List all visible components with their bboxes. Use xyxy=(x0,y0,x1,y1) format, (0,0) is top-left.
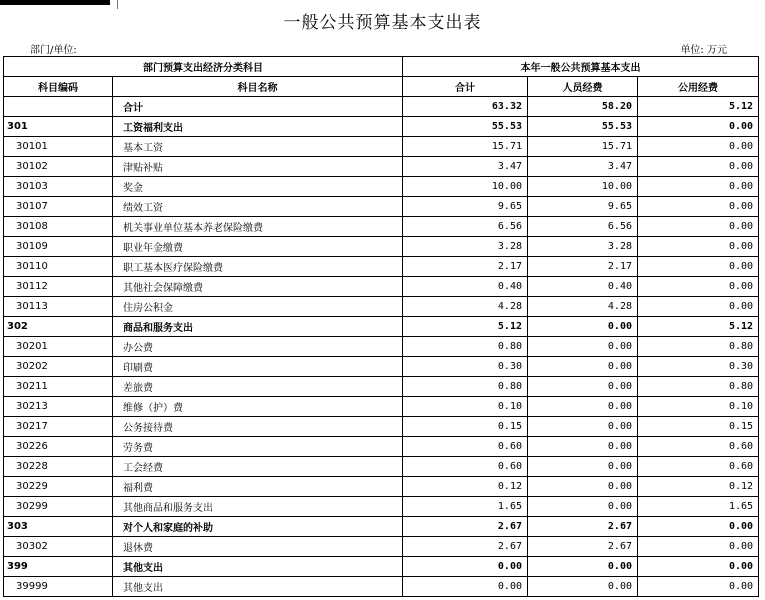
total-public: 5.12 xyxy=(638,97,759,117)
row-code: 30228 xyxy=(4,457,113,477)
table-row xyxy=(4,417,759,437)
row-public: 0.80 xyxy=(638,337,759,357)
table-row xyxy=(4,237,759,257)
row-code: 30226 xyxy=(4,437,113,457)
row-total: 1.65 xyxy=(403,497,528,517)
row-total: 0.30 xyxy=(403,357,528,377)
row-code: 30299 xyxy=(4,497,113,517)
row-name: 福利费 xyxy=(113,477,403,497)
row-personnel: 3.47 xyxy=(528,157,638,177)
table-row xyxy=(4,537,759,557)
table-row xyxy=(4,577,759,597)
row-total: 0.60 xyxy=(403,457,528,477)
row-total: 3.28 xyxy=(403,237,528,257)
category-row xyxy=(4,517,759,537)
row-total: 2.67 xyxy=(403,537,528,557)
row-name: 机关事业单位基本养老保险缴费 xyxy=(113,217,403,237)
row-name: 差旅费 xyxy=(113,377,403,397)
table-row xyxy=(4,217,759,237)
header-basic-expenditure: 本年一般公共预算基本支出 xyxy=(403,57,759,77)
table-row xyxy=(4,157,759,177)
row-public: 0.80 xyxy=(638,377,759,397)
row-name: 奖金 xyxy=(113,177,403,197)
row-total: 5.12 xyxy=(403,317,528,337)
row-code: 30202 xyxy=(4,357,113,377)
row-code: 30112 xyxy=(4,277,113,297)
row-name: 办公费 xyxy=(113,337,403,357)
row-public: 0.00 xyxy=(638,137,759,157)
row-code: 302 xyxy=(4,317,113,337)
row-personnel: 0.00 xyxy=(528,497,638,517)
row-total: 0.60 xyxy=(403,437,528,457)
row-personnel: 55.53 xyxy=(528,117,638,137)
row-public: 0.00 xyxy=(638,577,759,597)
row-public: 0.12 xyxy=(638,477,759,497)
department-label: 部门/单位: xyxy=(30,45,77,56)
row-total: 6.56 xyxy=(403,217,528,237)
row-public: 0.00 xyxy=(638,277,759,297)
row-personnel: 0.00 xyxy=(528,397,638,417)
table-row xyxy=(4,177,759,197)
row-personnel: 9.65 xyxy=(528,197,638,217)
row-name: 其他商品和服务支出 xyxy=(113,497,403,517)
row-name: 公务接待费 xyxy=(113,417,403,437)
row-total: 3.47 xyxy=(403,157,528,177)
budget-table xyxy=(3,56,759,597)
category-row xyxy=(4,317,759,337)
row-total: 0.10 xyxy=(403,397,528,417)
row-name: 印刷费 xyxy=(113,357,403,377)
row-total: 0.80 xyxy=(403,377,528,397)
row-code: 30211 xyxy=(4,377,113,397)
row-personnel: 3.28 xyxy=(528,237,638,257)
row-public: 0.00 xyxy=(638,237,759,257)
header-column-row xyxy=(4,77,759,97)
row-personnel: 2.67 xyxy=(528,517,638,537)
row-code: 30103 xyxy=(4,177,113,197)
row-public: 0.00 xyxy=(638,297,759,317)
row-personnel: 6.56 xyxy=(528,217,638,237)
table-row xyxy=(4,457,759,477)
row-code: 30217 xyxy=(4,417,113,437)
row-personnel: 0.00 xyxy=(528,577,638,597)
category-row xyxy=(4,557,759,577)
row-public: 0.00 xyxy=(638,197,759,217)
row-code: 30108 xyxy=(4,217,113,237)
row-total: 0.00 xyxy=(403,557,528,577)
unit-label: 单位: 万元 xyxy=(680,45,727,56)
row-personnel: 0.00 xyxy=(528,317,638,337)
row-personnel: 0.00 xyxy=(528,557,638,577)
row-name: 职业年金缴费 xyxy=(113,237,403,257)
row-name: 津贴补贴 xyxy=(113,157,403,177)
page-title: 一般公共预算基本支出表 xyxy=(283,13,482,33)
row-code: 30213 xyxy=(4,397,113,417)
row-public: 1.65 xyxy=(638,497,759,517)
row-name: 商品和服务支出 xyxy=(113,317,403,337)
table-row xyxy=(4,337,759,357)
row-personnel: 0.00 xyxy=(528,357,638,377)
top-edge-bar xyxy=(0,0,110,5)
row-code: 301 xyxy=(4,117,113,137)
row-public: 0.00 xyxy=(638,217,759,237)
row-total: 0.15 xyxy=(403,417,528,437)
row-name: 劳务费 xyxy=(113,437,403,457)
row-code: 399 xyxy=(4,557,113,577)
row-public: 0.00 xyxy=(638,157,759,177)
row-total: 4.28 xyxy=(403,297,528,317)
total-total: 63.32 xyxy=(403,97,528,117)
row-personnel: 4.28 xyxy=(528,297,638,317)
row-name: 其他支出 xyxy=(113,577,403,597)
row-public: 0.10 xyxy=(638,397,759,417)
row-name: 对个人和家庭的补助 xyxy=(113,517,403,537)
row-total: 0.80 xyxy=(403,337,528,357)
header-economic-class: 部门预算支出经济分类科目 xyxy=(4,57,403,77)
row-code: 30109 xyxy=(4,237,113,257)
row-personnel: 0.00 xyxy=(528,437,638,457)
header-name: 科目名称 xyxy=(113,77,403,97)
row-total: 0.00 xyxy=(403,577,528,597)
row-public: 0.00 xyxy=(638,517,759,537)
row-name: 工会经费 xyxy=(113,457,403,477)
table-row xyxy=(4,137,759,157)
header-group-row xyxy=(4,57,759,77)
table-row xyxy=(4,357,759,377)
header-public: 公用经费 xyxy=(638,77,759,97)
total-row xyxy=(4,97,759,117)
row-personnel: 0.00 xyxy=(528,337,638,357)
row-public: 0.60 xyxy=(638,437,759,457)
row-personnel: 0.00 xyxy=(528,417,638,437)
row-code: 30101 xyxy=(4,137,113,157)
row-code: 30229 xyxy=(4,477,113,497)
row-public: 5.12 xyxy=(638,317,759,337)
row-name: 退休费 xyxy=(113,537,403,557)
row-code: 30201 xyxy=(4,337,113,357)
row-public: 0.60 xyxy=(638,457,759,477)
row-total: 9.65 xyxy=(403,197,528,217)
row-public: 0.30 xyxy=(638,357,759,377)
table-row xyxy=(4,437,759,457)
row-name: 其他社会保障缴费 xyxy=(113,277,403,297)
header-total: 合计 xyxy=(403,77,528,97)
row-code: 30102 xyxy=(4,157,113,177)
row-total: 0.12 xyxy=(403,477,528,497)
row-personnel: 10.00 xyxy=(528,177,638,197)
row-public: 0.00 xyxy=(638,177,759,197)
table-row xyxy=(4,497,759,517)
row-total: 2.67 xyxy=(403,517,528,537)
row-name: 工资福利支出 xyxy=(113,117,403,137)
table-row xyxy=(4,197,759,217)
category-row xyxy=(4,117,759,137)
row-name: 住房公积金 xyxy=(113,297,403,317)
table-row xyxy=(4,257,759,277)
row-personnel: 0.00 xyxy=(528,477,638,497)
row-name: 职工基本医疗保险缴费 xyxy=(113,257,403,277)
row-code: 30107 xyxy=(4,197,113,217)
row-total: 55.53 xyxy=(403,117,528,137)
row-personnel: 0.40 xyxy=(528,277,638,297)
row-personnel: 15.71 xyxy=(528,137,638,157)
table-row xyxy=(4,377,759,397)
row-personnel: 0.00 xyxy=(528,457,638,477)
header-personnel: 人员经费 xyxy=(528,77,638,97)
row-name: 其他支出 xyxy=(113,557,403,577)
row-public: 0.15 xyxy=(638,417,759,437)
row-name: 维修（护）费 xyxy=(113,397,403,417)
row-code: 30302 xyxy=(4,537,113,557)
table-row xyxy=(4,277,759,297)
row-public: 0.00 xyxy=(638,537,759,557)
row-public: 0.00 xyxy=(638,257,759,277)
row-total: 10.00 xyxy=(403,177,528,197)
table-row xyxy=(4,297,759,317)
row-personnel: 2.67 xyxy=(528,537,638,557)
header-code: 科目编码 xyxy=(4,77,113,97)
row-code: 30110 xyxy=(4,257,113,277)
table-row xyxy=(4,477,759,497)
row-name: 基本工资 xyxy=(113,137,403,157)
total-name: 合计 xyxy=(113,97,403,117)
row-total: 2.17 xyxy=(403,257,528,277)
row-code: 39999 xyxy=(4,577,113,597)
row-personnel: 0.00 xyxy=(528,377,638,397)
row-total: 0.40 xyxy=(403,277,528,297)
table-row xyxy=(4,397,759,417)
row-code: 303 xyxy=(4,517,113,537)
total-code xyxy=(4,97,113,117)
row-name: 绩效工资 xyxy=(113,197,403,217)
row-total: 15.71 xyxy=(403,137,528,157)
total-personnel: 58.20 xyxy=(528,97,638,117)
row-personnel: 2.17 xyxy=(528,257,638,277)
row-code: 30113 xyxy=(4,297,113,317)
row-public: 0.00 xyxy=(638,117,759,137)
row-public: 0.00 xyxy=(638,557,759,577)
